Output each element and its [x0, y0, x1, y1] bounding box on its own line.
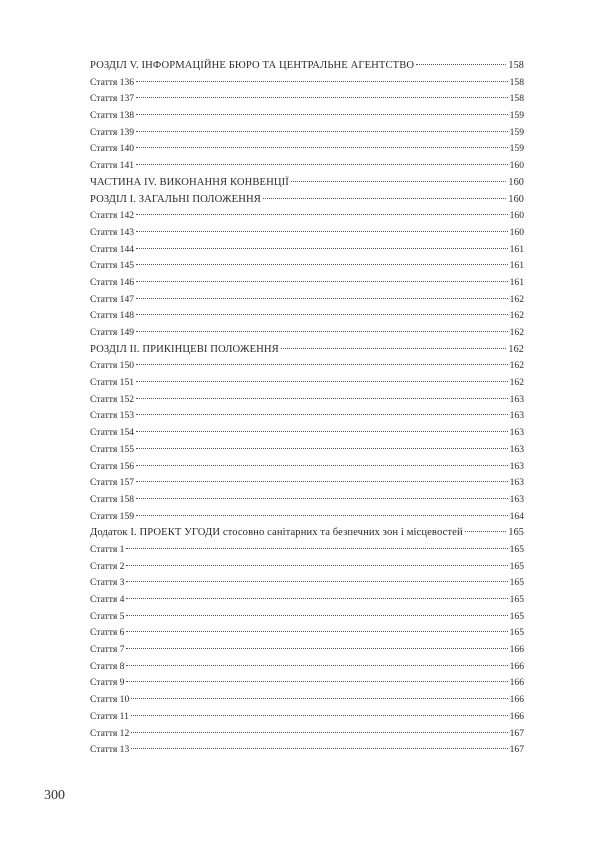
toc-article-entry: [90, 475, 524, 492]
toc-entry-label: Стаття 8: [90, 660, 125, 672]
toc-entry-label: Стаття 2: [90, 560, 125, 572]
toc-article-entry: [90, 225, 524, 242]
toc-entry-page: 163: [509, 393, 524, 405]
toc-entry-label: ЧАСТИНА IV. ВИКОНАННЯ КОНВЕНЦІЇ: [90, 176, 289, 188]
dot-leader: [126, 548, 507, 549]
dot-leader: [263, 198, 507, 199]
toc-entry-label: Стаття 147: [90, 293, 135, 305]
toc-entry-page: 161: [509, 260, 524, 272]
dot-leader: [131, 698, 507, 699]
dot-leader: [131, 748, 507, 749]
toc-entry-label: Стаття 149: [90, 327, 135, 338]
toc-article-entry: [90, 392, 524, 409]
toc-entry-label: Стаття 13: [90, 744, 130, 756]
toc-entry-label: РОЗДІЛ ІІ. ПРИКІНЦЕВІ ПОЛОЖЕННЯ: [90, 343, 279, 355]
toc-entry-page: 165: [509, 610, 524, 622]
page-number: 300: [44, 788, 65, 803]
toc-entry-label: Стаття 159: [90, 510, 135, 522]
toc-entry-page: 162: [509, 377, 524, 389]
dot-leader: [136, 131, 508, 132]
toc-article-entry: [90, 358, 524, 375]
toc-entry-label: Стаття 145: [90, 260, 135, 272]
toc-entry-page: 165: [509, 627, 524, 639]
toc-article-entry: [90, 459, 524, 476]
toc-entry-page: 165: [509, 594, 524, 605]
dot-leader: [126, 565, 507, 566]
toc-entry-page: 166: [509, 677, 524, 689]
toc-entry-page: 163: [509, 410, 524, 422]
dot-leader: [416, 64, 506, 65]
toc-entry-label: Стаття 150: [90, 360, 135, 372]
dot-leader: [131, 715, 508, 716]
toc-entry-label: Стаття 151: [90, 377, 135, 389]
toc-entry-page: 165: [509, 577, 524, 589]
dot-leader: [126, 598, 507, 599]
toc-article-entry: [90, 559, 524, 576]
toc-article-entry: [90, 292, 524, 309]
toc-entry-label: Стаття 10: [90, 694, 130, 706]
dot-leader: [136, 465, 508, 466]
toc-article-entry: [90, 692, 524, 709]
toc-article-entry: [90, 375, 524, 392]
dot-leader: [136, 364, 508, 365]
toc-entry-page: 165: [509, 543, 524, 555]
toc-entry-label: Стаття 154: [90, 427, 135, 439]
toc-entry-page: 159: [509, 110, 524, 122]
toc-entry-page: 166: [509, 710, 524, 722]
toc-entry-label: Стаття 137: [90, 93, 135, 105]
toc-entry-label: Стаття 143: [90, 226, 135, 238]
dot-leader: [136, 414, 508, 415]
toc-entry-page: 161: [509, 276, 524, 288]
toc-entry-page: 166: [509, 660, 524, 672]
toc-article-entry: [90, 726, 524, 743]
toc-article-entry: [90, 742, 524, 759]
toc-entry-page: 160: [508, 193, 524, 205]
toc-entry-label: Стаття 156: [90, 460, 135, 472]
dot-leader: [136, 515, 508, 516]
toc-section-entry: [90, 342, 524, 359]
toc-entry-label: Стаття 12: [90, 727, 130, 739]
toc-entry-page: 158: [508, 60, 524, 71]
dot-leader: [136, 381, 508, 382]
toc-entry-label: Стаття 146: [90, 276, 135, 288]
dot-leader: [136, 147, 508, 148]
toc-entry-page: 164: [509, 510, 524, 522]
toc-article-entry: [90, 91, 524, 108]
toc-entry-label: Стаття 140: [90, 143, 135, 155]
toc-entry-page: 165: [508, 527, 524, 539]
toc-entry-page: 160: [509, 160, 524, 172]
toc-entry-label: Стаття 142: [90, 210, 135, 222]
toc-article-entry: [90, 141, 524, 158]
toc-entry-page: 159: [509, 143, 524, 155]
toc-article-entry: [90, 75, 524, 92]
toc-entry-page: 162: [509, 360, 524, 372]
toc-article-entry: [90, 575, 524, 592]
dot-leader: [126, 665, 507, 666]
toc-article-entry: [90, 408, 524, 425]
toc-article-entry: [90, 242, 524, 259]
table-of-contents: [90, 58, 524, 759]
dot-leader: [136, 331, 508, 332]
toc-entry-page: 159: [509, 126, 524, 138]
dot-leader: [136, 398, 508, 399]
dot-leader: [126, 681, 507, 682]
dot-leader: [136, 481, 508, 482]
toc-article-entry: [90, 208, 524, 225]
toc-article-entry: [90, 625, 524, 642]
dot-leader: [465, 531, 507, 532]
toc-entry-label: Стаття 155: [90, 443, 135, 455]
toc-entry-label: Стаття 158: [90, 493, 135, 505]
dot-leader: [136, 248, 508, 249]
dot-leader: [136, 231, 508, 232]
dot-leader: [126, 615, 507, 616]
toc-entry-label: Стаття 157: [90, 477, 135, 489]
toc-entry-label: РОЗДІЛ І. ЗАГАЛЬНІ ПОЛОЖЕННЯ: [90, 193, 261, 205]
toc-entry-page: 163: [509, 443, 524, 455]
dot-leader: [136, 264, 508, 265]
toc-article-entry: [90, 609, 524, 626]
toc-article-entry: [90, 325, 524, 342]
dot-leader: [126, 631, 507, 632]
toc-entry-label: Стаття 152: [90, 393, 135, 405]
toc-article-entry: [90, 675, 524, 692]
toc-entry-page: 166: [509, 694, 524, 706]
dot-leader: [136, 448, 508, 449]
toc-entry-label: РОЗДІЛ V. ІНФОРМАЦІЙНЕ БЮРО ТА ЦЕНТРАЛЬНЕ АГЕНТСТВО: [90, 60, 415, 71]
toc-article-entry: [90, 709, 524, 726]
toc-entry-page: 165: [509, 560, 524, 572]
toc-entry-page: 162: [509, 293, 524, 305]
toc-article-entry: [90, 308, 524, 325]
toc-article-entry: [90, 125, 524, 142]
toc-entry-page: 160: [509, 226, 524, 238]
toc-section-entry: [90, 192, 524, 209]
dot-leader: [126, 581, 507, 582]
toc-entry-page: 158: [509, 93, 524, 105]
toc-entry-label: Стаття 1: [90, 543, 125, 555]
toc-entry-page: 158: [509, 76, 524, 88]
toc-article-entry: [90, 509, 524, 526]
toc-entry-label: Стаття 11: [90, 710, 129, 722]
dot-leader: [136, 298, 508, 299]
toc-article-entry: [90, 275, 524, 292]
toc-article-entry: [90, 425, 524, 442]
toc-entry-label: Стаття 144: [90, 243, 135, 255]
dot-leader: [136, 114, 508, 115]
toc-entry-label: Стаття 9: [90, 677, 125, 689]
toc-entry-label: Стаття 141: [90, 160, 135, 172]
toc-entry-label: Стаття 138: [90, 110, 135, 122]
toc-article-entry: [90, 158, 524, 175]
toc-entry-page: 160: [509, 210, 524, 222]
toc-section-entry: [90, 175, 524, 192]
dot-leader: [281, 348, 507, 349]
toc-entry-page: 167: [509, 727, 524, 739]
dot-leader: [131, 732, 507, 733]
dot-leader: [136, 314, 508, 315]
dot-leader: [136, 498, 508, 499]
toc-entry-page: 166: [509, 644, 524, 656]
toc-entry-page: 163: [509, 460, 524, 472]
toc-entry-label: Стаття 3: [90, 577, 125, 589]
toc-entry-label: Стаття 139: [90, 126, 135, 138]
dot-leader: [136, 281, 508, 282]
toc-entry-page: 161: [509, 243, 524, 255]
toc-article-entry: [90, 592, 524, 609]
toc-entry-page: 162: [509, 327, 524, 338]
toc-entry-label: Стаття 4: [90, 594, 125, 605]
dot-leader: [136, 214, 508, 215]
toc-entry-page: 160: [508, 176, 524, 188]
toc-entry-label: Стаття 7: [90, 644, 125, 656]
toc-entry-label: Стаття 153: [90, 410, 135, 422]
toc-article-entry: [90, 542, 524, 559]
toc-article-entry: [90, 492, 524, 509]
toc-entry-page: 163: [509, 493, 524, 505]
toc-entry-label: Стаття 5: [90, 610, 125, 622]
toc-section-entry: [90, 58, 524, 75]
dot-leader: [136, 81, 508, 82]
toc-section-entry: [90, 525, 524, 542]
toc-entry-page: 162: [508, 343, 524, 355]
toc-article-entry: [90, 258, 524, 275]
toc-entry-label: Стаття 6: [90, 627, 125, 639]
toc-entry-page: 163: [509, 477, 524, 489]
toc-article-entry: [90, 659, 524, 676]
toc-article-entry: [90, 442, 524, 459]
toc-entry-page: 167: [509, 744, 524, 756]
toc-entry-label: Стаття 148: [90, 310, 135, 322]
toc-entry-page: 162: [509, 310, 524, 322]
dot-leader: [126, 648, 507, 649]
toc-entry-label: Стаття 136: [90, 76, 135, 88]
dot-leader: [136, 431, 508, 432]
dot-leader: [291, 181, 507, 182]
toc-entry-label: Додаток І. ПРОЕКТ УГОДИ стосовно санітарних та безпечних зон і місцевостей: [90, 527, 463, 539]
dot-leader: [136, 164, 508, 165]
toc-article-entry: [90, 108, 524, 125]
toc-entry-page: 163: [509, 427, 524, 439]
toc-article-entry: [90, 642, 524, 659]
dot-leader: [136, 97, 508, 98]
